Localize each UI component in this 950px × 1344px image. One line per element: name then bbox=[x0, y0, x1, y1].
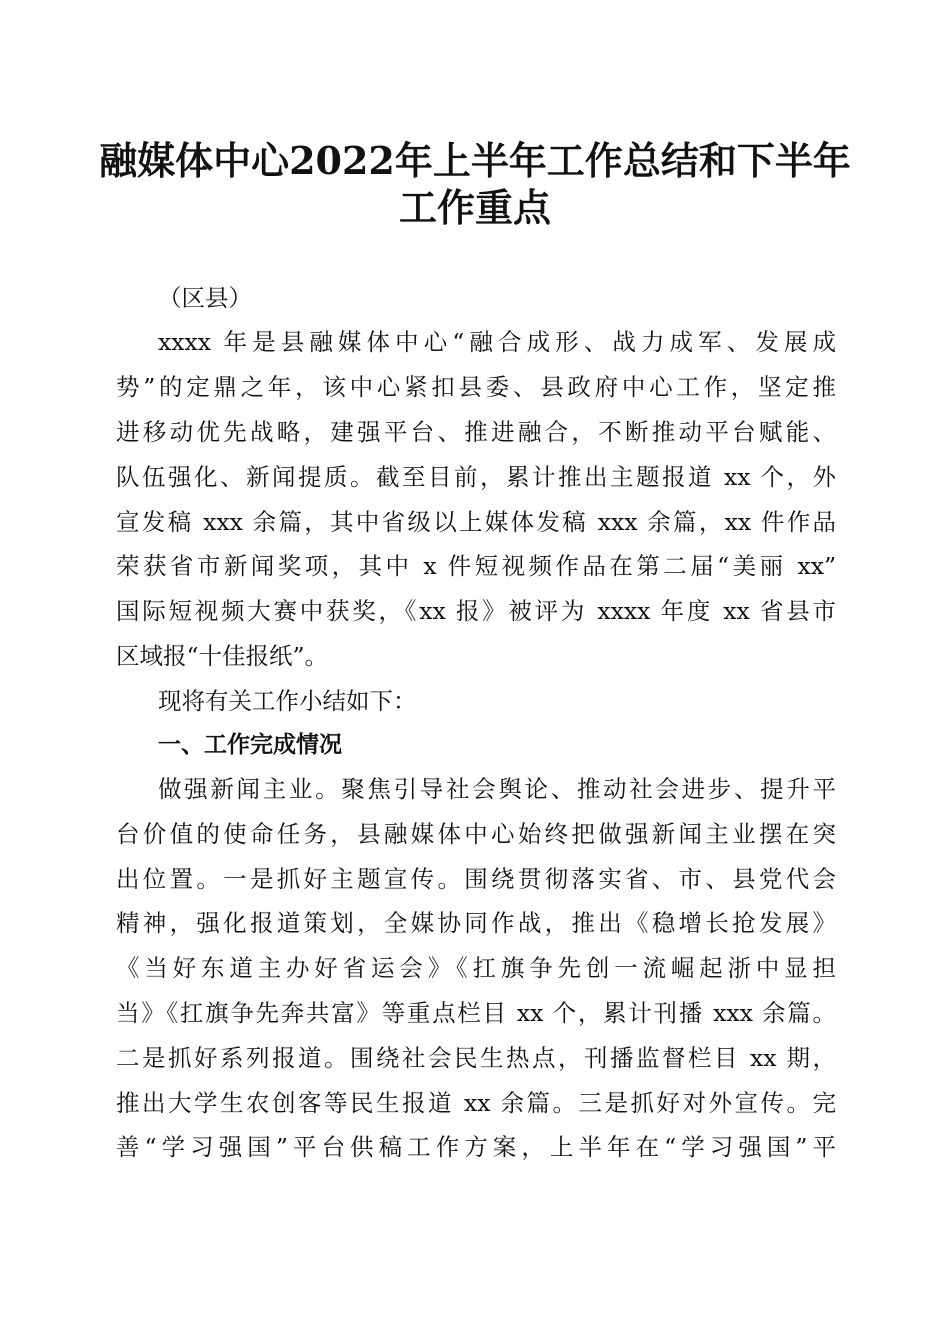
body-line: 《当好东道主办好省运会》《扛旗争先创一流崛起浙中显担 bbox=[116, 954, 836, 982]
body-line: 二是抓好系列报道。围绕社会民生热点，刊播监督栏目 xx 期， bbox=[116, 1044, 836, 1072]
intro-line: 区域报“十佳报纸”。 bbox=[116, 642, 329, 670]
intro-line: 进移动优先战略，建强平台、推进融合，不断推动平台赋能、 bbox=[116, 418, 836, 446]
intro-line: 宣发稿 xxx 余篇，其中省级以上媒体发稿 xxx 余篇，xx 件作品 bbox=[116, 508, 836, 536]
intro-line: 国际短视频大赛中获奖，《xx 报》被评为 xxxx 年度 xx 省县市 bbox=[116, 597, 836, 625]
body-line: 当》《扛旗争先奔共富》等重点栏目 xx 个，累计刊播 xxx 余篇。 bbox=[116, 999, 836, 1027]
body-line: 出位置。一是抓好主题宣传。围绕贯彻落实省、市、县党代会 bbox=[116, 865, 836, 893]
intro-line: 势”的定鼎之年，该中心紧扣县委、县政府中心工作，坚定推 bbox=[116, 373, 836, 401]
body-line: 推出大学生农创客等民生报道 xx 余篇。三是抓好对外宣传。完 bbox=[116, 1089, 836, 1117]
body-line: 台价值的使命任务，县融媒体中心始终把做强新闻主业摆在突 bbox=[116, 820, 836, 848]
intro-line: xxxx 年是县融媒体中心“融合成形、战力成军、发展成 bbox=[158, 328, 836, 356]
intro-line: 荣获省市新闻奖项，其中 x 件短视频作品在第二届“美丽 xx” bbox=[116, 552, 836, 580]
document-title-line-1: 融媒体中心2022年上半年工作总结和下半年 bbox=[99, 138, 851, 183]
body-line: 精神，强化报道策划，全媒协同作战，推出《稳增长抢发展》 bbox=[116, 909, 836, 937]
body-line: 做强新闻主业。聚焦引导社会舆论、推动社会进步、提升平 bbox=[158, 775, 836, 803]
body-line: 善“学习强国”平台供稿工作方案，上半年在“学习强国”平 bbox=[116, 1133, 836, 1161]
section-heading: 一、工作完成情况 bbox=[158, 732, 342, 758]
summary-intro: 现将有关工作小结如下： bbox=[158, 687, 417, 715]
district-label: （区县） bbox=[158, 284, 252, 312]
intro-line: 队伍强化、新闻提质。截至目前，累计推出主题报道 xx 个，外 bbox=[116, 463, 836, 491]
document-title-line-2: 工作重点 bbox=[398, 185, 551, 230]
